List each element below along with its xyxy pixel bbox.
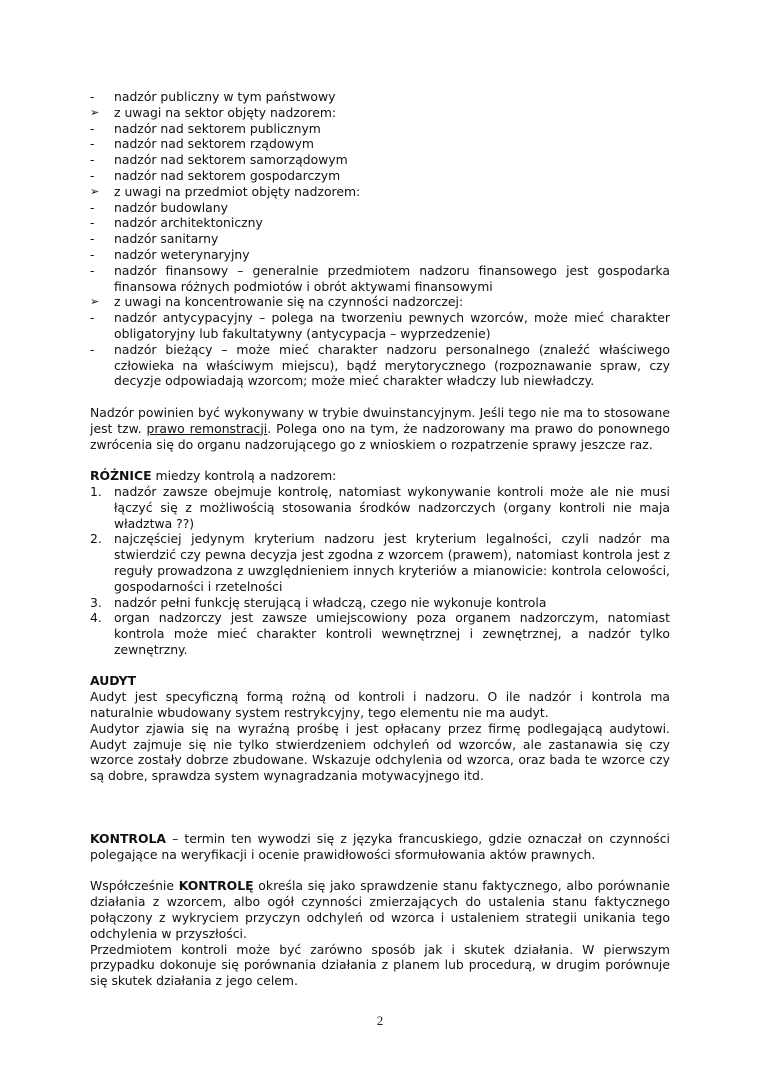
arrow-bullet-icon: ➢ <box>90 295 100 309</box>
list-item: - nadzór nad sektorem samorządowym <box>90 152 348 168</box>
dash-bullet: - <box>90 120 95 136</box>
dash-bullet: - <box>90 167 95 183</box>
list-item: ➢ z uwagi na koncentrowanie się na czynności nadzorczej: <box>90 294 464 310</box>
dash-bullet: - <box>90 310 95 326</box>
list-item: ➢ z uwagi na przedmiot objęty nadzorem: <box>90 183 361 199</box>
page-number: 2 <box>376 1013 384 1028</box>
list-item: - nadzór nad sektorem rządowym <box>90 136 314 152</box>
list-item: - nadzór finansowy – generalnie przedmiotem nadzoru finansowego jest gospodarka finansowa różnych podmiotów i obrót aktywami finansowymi <box>90 262 670 294</box>
list-item: - nadzór budowlany <box>90 199 228 215</box>
list-item: 3. nadzór pełni funkcję sterującą i władczą, czego nie wykonuje kontrola <box>90 594 547 610</box>
dash-bullet: - <box>90 152 95 168</box>
differences-list <box>90 484 670 658</box>
list-item: 4. organ nadzorczy jest zawsze umiejscowiony poza organem nadzorczym, natomiast kontrola może mieć charakter kontroli wewnętrznej i zewnętrznej, a nadzór tylko zewnętrzny. <box>90 610 670 657</box>
list-item: ➢ z uwagi na sektor objęty nadzorem: <box>90 104 337 120</box>
arrow-bullet-icon: ➢ <box>90 184 100 198</box>
list-item: - nadzór nad sektorem gospodarczym <box>90 167 341 183</box>
list-item: 2. najczęściej jedynym kryterium nadzoru jest kryterium legalności, czyli nadzór ma stwierdzić czy pewna decyzja jest zgodna z wzorcem (prawem), natomiast kontrola jest z reguły prowadzona z uwzględnieniem innych kryteriów a mianowicie: kontrola celowości, gospodarności i rzetelności <box>90 531 670 594</box>
audit-paragraph-1: Audyt jest specyficzną formą rożną od kontroli i nadzoru. O ile nadzór i kontrola ma naturalnie wbudowany system restrykcyjny, tego elementu nie ma audyt. <box>90 689 670 721</box>
list-item: - nadzór publiczny w tym państwowy <box>90 89 336 104</box>
dash-bullet: - <box>90 341 95 357</box>
audit-paragraph-2: Audytor zjawia się na wyraźną prośbę i jest opłacany przez firmę podlegającą audytowi. Audyt zajmuje się nie tylko stwierdzeniem odchyleń od wzorców, ale zastanawia się czy wzorce zostały dobrze zbudowane. Wskazuje odchylenia od wzorca, oraz bada te wzorce czy są dobre, sprawdza system wynagradzania motywacyjnego itd. <box>90 720 670 784</box>
document-page <box>90 89 670 989</box>
dash-bullet: - <box>90 246 95 262</box>
remonstration-term: prawo remonstracji <box>146 420 268 436</box>
control-modern-paragraph: Współcześnie KONTROLĘ określa się jako sprawdzenie stanu faktycznego, albo porównanie działania z wzorcem, albo ogół czynności zmierzających do ustalenia stanu faktycznego połączony z wykryciem przyczyn odchyleń od wzorca i ustaleniem strategii unikania tego odchylenia w przyszłości. <box>90 878 670 941</box>
list-item: - nadzór weterynaryjny <box>90 246 250 262</box>
arrow-bullet-icon: ➢ <box>90 105 100 119</box>
dash-bullet: - <box>90 262 95 278</box>
list-item: - nadzór bieżący – może mieć charakter nadzoru personalnego (znaleźć właściwego człowieka na właściwym miejscu), bądź merytorycznego (rozpoznawanie spraw, czy decyzje odpowiadają wzorcom; może mieć charakter władczy lub niewładczy. <box>90 341 670 389</box>
dash-bullet: - <box>90 231 95 247</box>
list-item: - nadzór nad sektorem publicznym <box>90 120 321 136</box>
dash-bullet: - <box>90 89 95 104</box>
control-subject-paragraph: Przedmiotem kontroli może być zarówno sposób jak i skutek działania. W pierwszym przypadku dokonuje się porównania działania z planem lub procedurą, w drugim porównuje się skutek działania z jego celem. <box>90 941 670 989</box>
differences-heading: RÓŻNICE miedzy kontrolą a nadzorem: <box>90 468 337 484</box>
remonstration-paragraph: Nadzór powinien być wykonywany w trybie dwuinstancyjnym. Jeśli tego nie ma to stosowane jest tzw. prawo remonstracji. Polega ono na tym, że nadzorowany ma prawo do ponownego zwrócenia się do organu nadzorującego go z wnioskiem o rozpatrzenie sprawy jeszcze raz. <box>90 404 670 452</box>
audit-heading: AUDYT <box>90 673 137 689</box>
list-item: 1. nadzór zawsze obejmuje kontrolę, natomiast wykonywanie kontroli może ale nie musi łączyć się z możliwością stosowania środków nadzorczych (organy kontroli nie maja władztwa ??) <box>90 483 670 531</box>
dash-bullet: - <box>90 215 95 231</box>
list-item: - nadzór architektoniczny <box>90 215 263 231</box>
control-definition-paragraph: KONTROLA – termin ten wywodzi się z języka francuskiego, gdzie oznaczał on czynności polegające na weryfikacji i ocenie prawidłowości sformułowania aktów prawnych. <box>90 831 670 862</box>
list-item: - nadzór antycypacyjny – polega na tworzeniu pewnych wzorców, może mieć charakter obligatoryjny lub fakultatywny (antycypacja – wyprzedzenie) <box>90 310 670 341</box>
dash-bullet: - <box>90 199 95 215</box>
supervision-types-list <box>90 89 670 389</box>
dash-bullet: - <box>90 136 95 152</box>
list-item: - nadzór sanitarny <box>90 231 219 247</box>
